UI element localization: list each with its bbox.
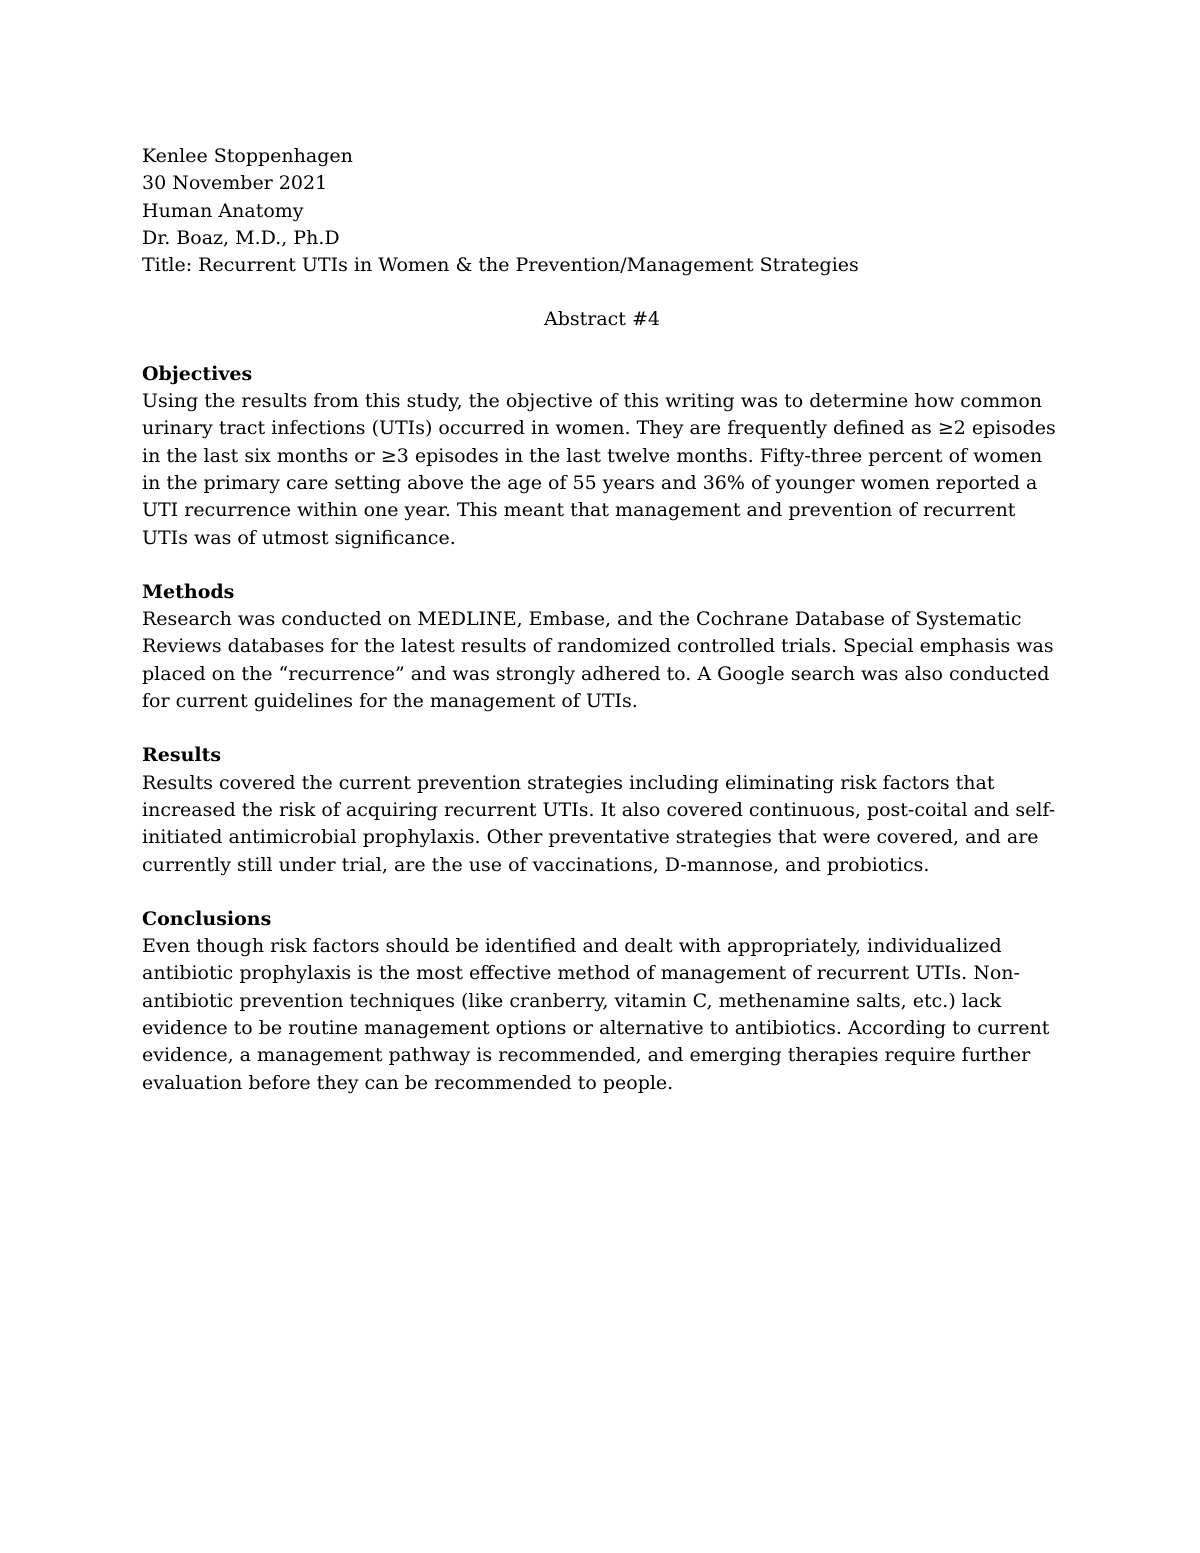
instructor-name: Dr. Boaz, M.D., Ph.D [142, 226, 340, 249]
section-heading: Conclusions [142, 907, 272, 930]
abstract-title: Abstract #4 [543, 308, 660, 331]
author-name: Kenlee Stoppenhagen [142, 145, 353, 167]
section-methods [142, 579, 1062, 715]
section-heading: Objectives [142, 362, 253, 385]
section-body: Even though risk factors should be identified and dealt with appropriately, individualized antibiotic prophylaxis is the most effective method of management of recurrent UTIs. Non-antibiotic prevention techniques (like cranberry, vitamin C, methenamine salts, etc.) lack evidence to be routine management options or alternative to antibiotics. According to current evidence, a management pathway is recommended, and emerging therapies require further evaluation before they can be recommended to people. [142, 935, 1050, 1094]
section-results [142, 742, 1062, 878]
section-heading: Methods [142, 580, 235, 603]
section-body: Research was conducted on MEDLINE, Embase, and the Cochrane Database of Systematic Reviews databases for the latest results of randomized controlled trials. Special emphasis was placed on the “recurrence” and was strongly adhered to. A Google search was also conducted for current guidelines for the management of UTIs. [142, 608, 1054, 713]
document-header [142, 143, 1062, 279]
section-conclusions [142, 906, 1062, 1097]
section-body: Results covered the current prevention strategies including eliminating risk factors that increased the risk of acquiring recurrent UTIs. It also covered continuous, post-coital and self-initiated antimicrobial prophylaxis. Other preventative strategies that were covered, and are currently still under trial, are the use of vaccinations, D-mannose, and probiotics. [142, 771, 1056, 876]
course-name: Human Anatomy [142, 199, 304, 222]
section-objectives [142, 361, 1062, 552]
document-content [142, 143, 1062, 1097]
section-body: Using the results from this study, the objective of this writing was to determine how common urinary tract infections (UTIs) occurred in women. They are frequently defined as ≥2 episodes in the last six months or ≥3 episodes in the last twelve months. Fifty-three percent of women in the primary care setting above the age of 55 years and 36% of younger women reported a UTI recurrence within one year. This meant that management and prevention of recurrent UTIs was of utmost significance. [142, 390, 1056, 549]
document-title: Title: Recurrent UTIs in Women & the Prevention/Management Strategies [142, 254, 859, 277]
document-date: 30 November 2021 [142, 172, 328, 195]
section-heading: Results [142, 744, 222, 767]
